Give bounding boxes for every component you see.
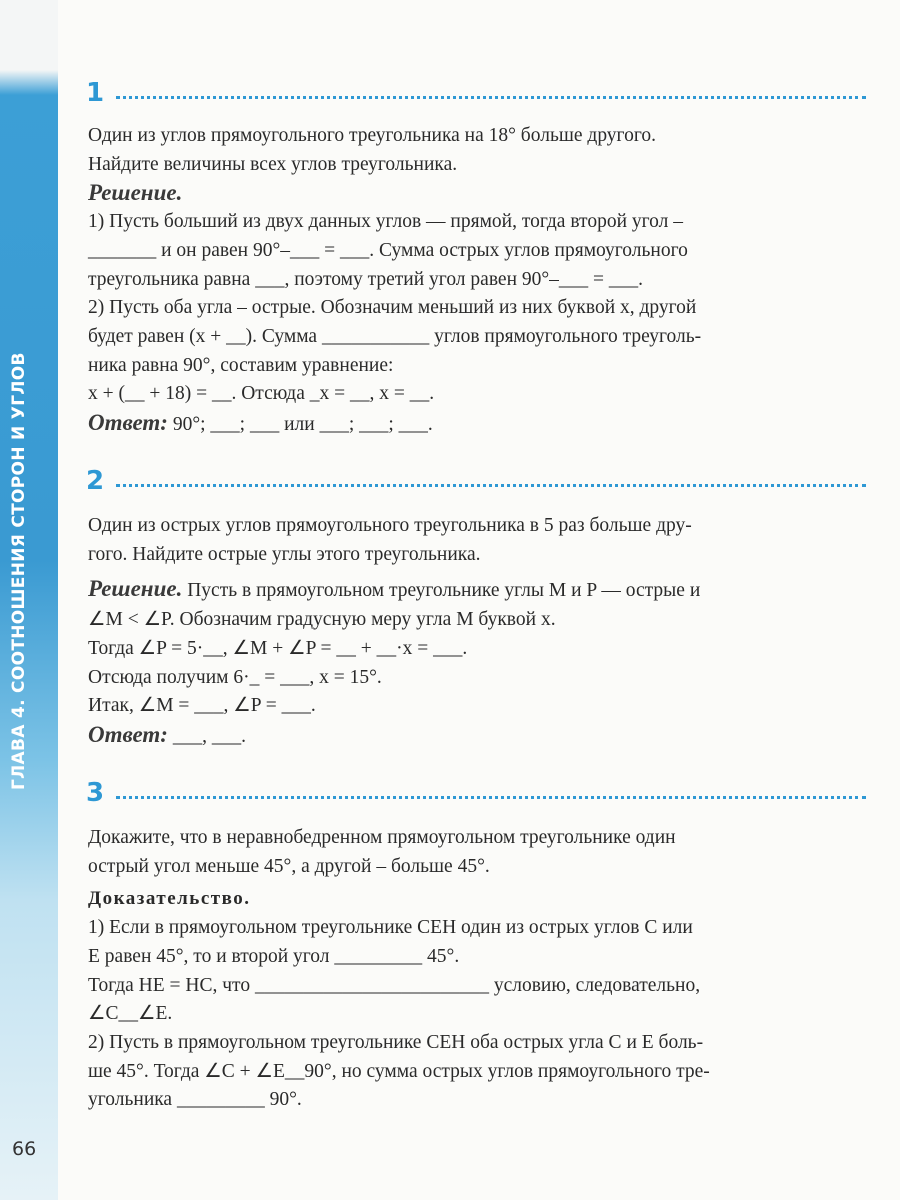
proof-line: E равен 45°, то и второй угол _________ 45°. xyxy=(88,945,460,967)
statement-line: острый угол меньше 45°, а другой – больше 45°. xyxy=(88,855,490,877)
problem-number: 2 xyxy=(86,466,105,496)
problem-1 xyxy=(88,122,858,440)
proof-line: 2) Пусть в прямоугольном треугольнике CEH оба острых угла C и E боль- xyxy=(88,1031,704,1053)
solution-line: 1) Пусть больший из двух данных углов — прямой, тогда второй угол – xyxy=(88,211,683,233)
problem-number: 1 xyxy=(86,78,105,108)
solution-line: будет равен (x + __). Сумма ___________ углов прямоугольного треуголь- xyxy=(88,325,702,347)
solution-line: Отсюда получим 6·_ = ___, x = 15°. xyxy=(88,666,382,688)
problem-number: 3 xyxy=(86,778,105,808)
statement-line: Один из углов прямоугольного треугольника на 18° больше другого. xyxy=(88,125,656,146)
page-number: 66 xyxy=(12,1138,37,1160)
solution-label: Решение. xyxy=(88,576,183,602)
solution-line: Итак, ∠M = ___, ∠P = ___. xyxy=(88,695,316,717)
problem-2 xyxy=(88,512,858,752)
statement-line: Докажите, что в неравнобедренном прямоугольном треугольнике один xyxy=(88,827,676,848)
solution-line: Тогда ∠P = 5·__, ∠M + ∠P = __ + __·x = ___. xyxy=(88,637,468,659)
dotted-divider xyxy=(116,96,866,99)
proof-line: угольника _________ 90°. xyxy=(88,1089,302,1111)
answer-label: Ответ: xyxy=(88,410,168,436)
proof-label: Доказательство. xyxy=(88,888,251,910)
proof-line: Тогда HE = HC, что ________________________ условию, следовательно, xyxy=(88,974,701,996)
answer-label: Ответ: xyxy=(88,721,168,747)
statement-line: гого. Найдите острые углы этого треугольника. xyxy=(88,543,481,565)
answer-line xyxy=(88,721,858,752)
answer-line xyxy=(88,409,858,440)
solution-line: _______ и он равен 90°–___ = ___. Сумма острых углов прямоугольного xyxy=(88,239,688,261)
solution-line: треугольника равна ___, поэтому третий угол равен 90°–___ = ___. xyxy=(88,268,644,290)
solution-line: 2) Пусть оба угла – острые. Обозначим меньший из них буквой x, другой xyxy=(88,297,697,319)
statement-line: Один из острых углов прямоугольного треугольника в 5 раз больше дру- xyxy=(88,515,692,536)
problem-1-header xyxy=(86,78,866,112)
dotted-divider xyxy=(116,484,866,487)
problem-2-header xyxy=(86,466,866,500)
solution-line xyxy=(88,575,858,606)
solution-label: Решение. xyxy=(88,180,183,206)
proof-line: 1) Если в прямоугольном треугольнике CEH один из острых углов C или xyxy=(88,917,693,939)
chapter-sidebar xyxy=(0,0,58,1200)
problem-3-header xyxy=(86,778,866,812)
solution-text: Пусть в прямоугольном треугольнике углы M и P — острые и xyxy=(187,580,701,602)
proof-line: ∠C__∠E. xyxy=(88,1003,173,1025)
answer-text: ___, ___. xyxy=(172,725,246,747)
dotted-divider xyxy=(116,796,866,799)
answer-text: 90°; ___; ___ или ___; ___; ___. xyxy=(172,414,433,436)
statement-line: Найдите величины всех углов треугольника. xyxy=(88,153,458,175)
solution-line: x + (__ + 18) = __. Отсюда _x = __, x = __. xyxy=(88,383,435,405)
chapter-title: ГЛАВА 4. СООТНОШЕНИЯ СТОРОН И УГЛОВ xyxy=(9,352,29,790)
solution-line: ∠M < ∠P. Обозначим градусную меру угла M буквой x. xyxy=(88,609,556,631)
proof-line: ше 45°. Тогда ∠C + ∠E__90°, но сумма острых углов прямоугольного тре- xyxy=(88,1060,710,1082)
problem-3 xyxy=(88,824,858,1115)
solution-line: ника равна 90°, составим уравнение: xyxy=(88,354,394,376)
